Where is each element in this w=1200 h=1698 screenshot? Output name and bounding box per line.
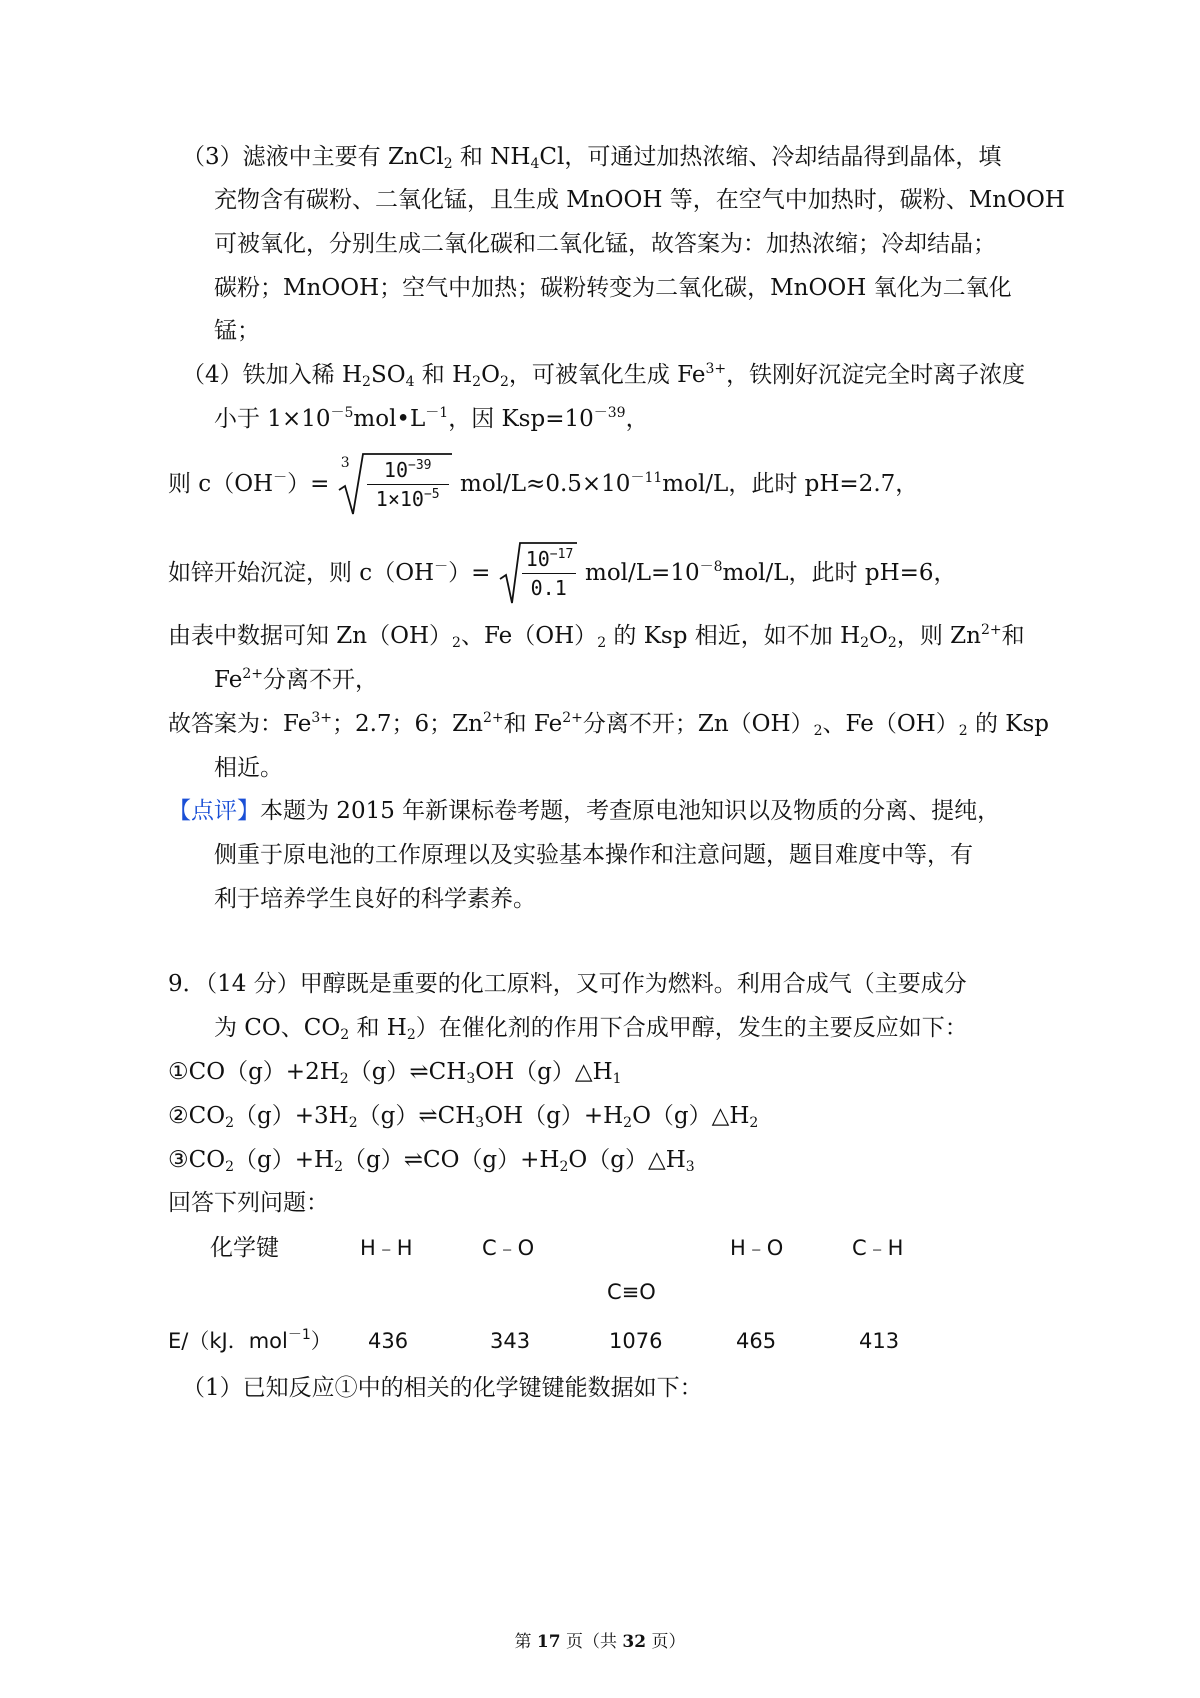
bond-c-h: C﹣H <box>852 1236 904 1260</box>
review-line-1: 【点评】本题为 2015 年新课标卷考题，考查原电池知识以及物质的分离、提纯， <box>168 798 1001 824</box>
review-line-2: 侧重于原电池的工作原理以及实验基本操作和注意问题，题目难度中等，有 <box>214 842 973 868</box>
q9-line-2: 为 CO、$CO_2$ 和 $H_2$）在催化剂的作用下合成甲醇，发生的主要反应如下： <box>214 1015 968 1043</box>
page-footer: 第 17 页（共 32 页） <box>514 1632 686 1652</box>
equation-oh-zinc: 如锌开始沉淀，则 c（OH－）= $\frac{10^{-17}}{0.1}$ mol/$L=10^{-8}mol/L$，此时 pH=6， <box>168 538 957 608</box>
p4-line-2: 小于 $1\times 10^{-5}mol•L^{-1}$，因 $Ksp=10^{-39}$， <box>214 405 649 432</box>
q9-line-1: 9．（14 分）甲醇既是重要的化工原料，又可作为燃料。利用合成气（主要成分 <box>168 971 967 997</box>
equation-oh-iron: 则 c（OH－）= 3 $\frac{10^{-39}}{1\times 10^{-5}}$ mol/$L\approx 0.5\times 10^{-11}mol/L$，此时 pH=2.7， <box>168 449 918 519</box>
bond-h-h: H﹣H <box>360 1236 413 1260</box>
review-line-3: 利于培养学生良好的科学素养。 <box>214 886 536 912</box>
energy-c-h: 413 <box>859 1329 900 1353</box>
square-root <box>498 541 578 607</box>
energy-label: E/（kJ．mol$^{-1}$） <box>168 1327 332 1353</box>
table-header-label: 化学键 <box>210 1235 279 1261</box>
p6-line-2: 相近。 <box>214 755 283 781</box>
bond-h-o: H﹣O <box>730 1236 784 1260</box>
p3-line-2: 充物含有碳粉、二氧化锰，且生成 MnOOH 等，在空气中加热时，碳粉、MnOOH <box>214 187 1065 213</box>
fraction: $\frac{10^{-39}}{1\times 10^{-5}}$ <box>367 456 449 513</box>
p6-line-1: 故答案为：$Fe^{3+}$；2.7；6；$Zn^{2+}$和 $Fe^{2+}$分离不开；$Zn(OH)_2$、$Fe(OH)_2$ 的 Ksp <box>168 710 1050 739</box>
p3-line-3: 可被氧化，分别生成二氧化碳和二氧化锰，故答案为：加热浓缩；冷却结晶； <box>214 231 996 257</box>
p5-line-1: 由表中数据可知 $Zn(OH)_2$、$Fe(OH)_2$ 的 Ksp 相近，如不加 $H_2O_2$，则 $Zn^{2+}$和 <box>168 622 1025 651</box>
bond-c-o: C﹣O <box>482 1236 535 1260</box>
energy-c-triple-o: 1076 <box>609 1329 663 1353</box>
q9-part-1: （1）已知反应①中的相关的化学键键能数据如下： <box>182 1375 703 1401</box>
p3-line-1: （3）滤液中主要有 ZnCl$_2$ 和 $NH_4Cl$，可通过加热浓缩、冷却结晶得到晶体，填 <box>182 144 1002 172</box>
energy-c-o: 343 <box>490 1329 531 1353</box>
p5-line-2: $Fe^{2+}$分离不开， <box>214 666 378 693</box>
energy-h-o: 465 <box>736 1329 777 1353</box>
reaction-2: $②CO_2(g)+3H_2(g)\rightleftharpoons CH_3OH(g)+H_2O(g)\triangle H_2$ <box>168 1103 759 1131</box>
p4-line-1: （4）铁加入稀 $H_2SO_4$ 和 $H_2O_2$，可被氧化生成 $Fe^{3+}$，铁刚好沉淀完全时离子浓度 <box>182 361 1026 390</box>
answer-prompt: 回答下列问题： <box>168 1190 329 1216</box>
p3-line-5: 锰； <box>214 318 260 344</box>
review-tag: 【点评】 <box>168 798 260 824</box>
reaction-3: $③CO_2(g)+H_2(g)\rightleftharpoons CO(g)+H_2O(g)\triangle H_3$ <box>168 1147 695 1175</box>
energy-h-h: 436 <box>368 1329 409 1353</box>
reaction-1: $①CO(g)+2H_2(g)\rightleftharpoons CH_3OH(g)\triangle H_1$ <box>168 1059 622 1087</box>
cube-root: 3 $\frac{10^{-39}}{1\times 10^{-5}}$ <box>337 452 453 518</box>
bond-c-triple-o: C≡O <box>607 1280 656 1304</box>
p3-line-4: 碳粉；MnOOH；空气中加热；碳粉转变为二氧化碳，MnOOH 氧化为二氧化 <box>214 275 1012 301</box>
fraction: $\frac{10^{-17}}{0.1}$ <box>522 545 576 602</box>
